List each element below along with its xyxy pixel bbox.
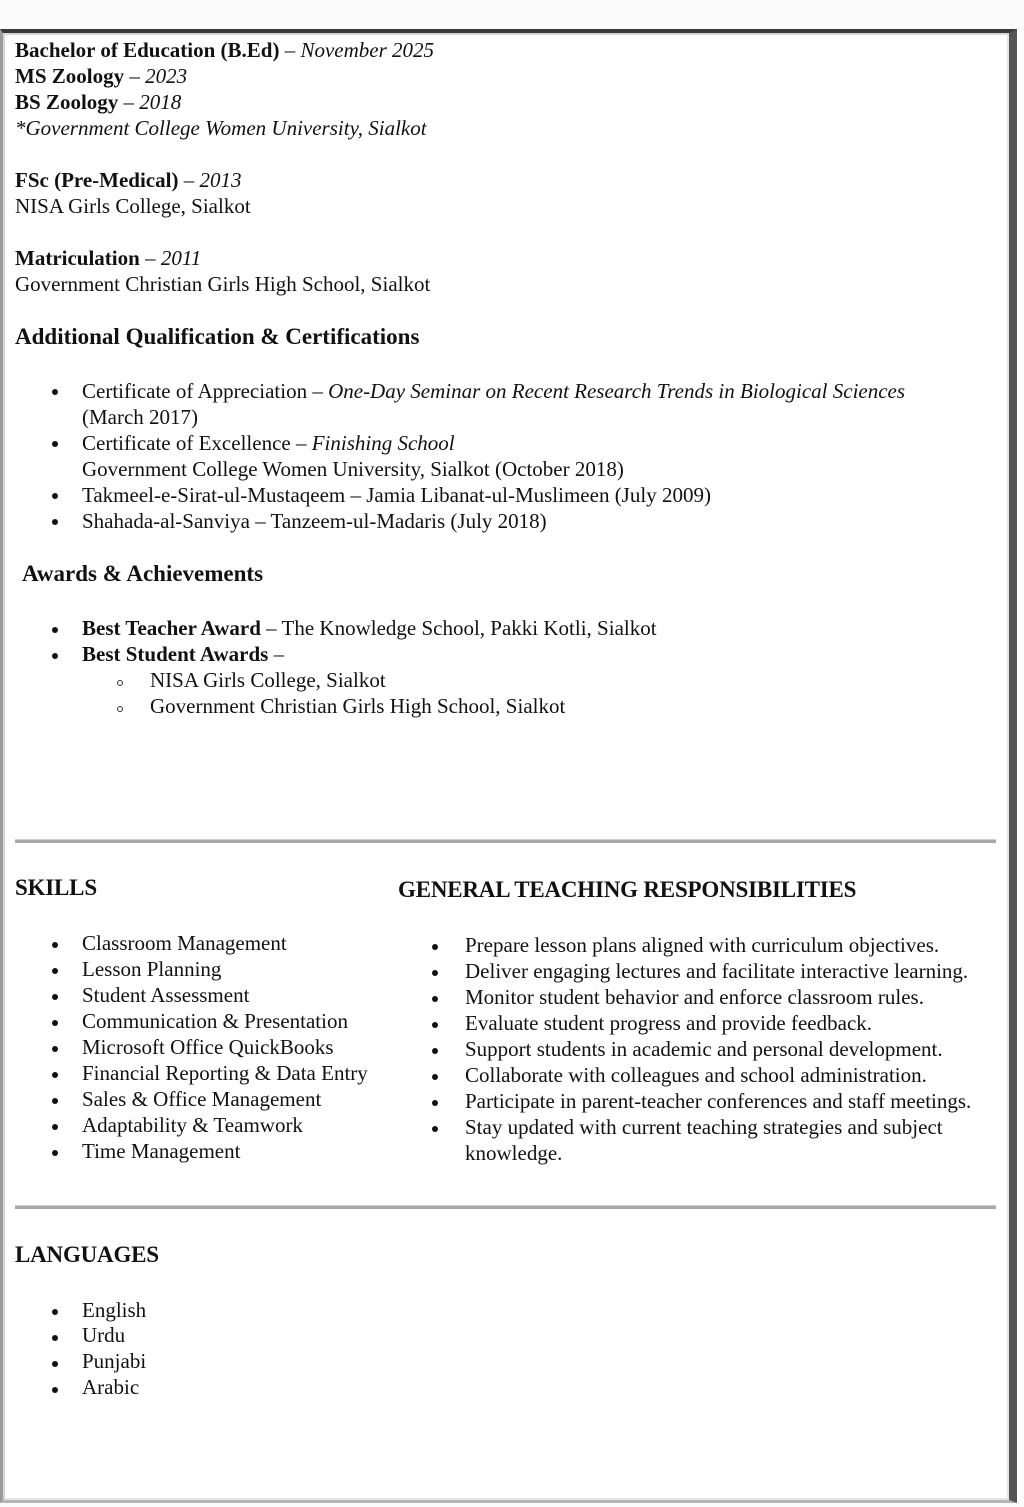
- degree-date: 2011: [160, 246, 202, 270]
- responsibility-item: Collaborate with colleagues and school administration.: [465, 1063, 927, 1087]
- bullet-icon: [52, 1046, 58, 1052]
- education-institution-gcwu: [15, 115, 427, 141]
- degree-name: Matriculation: [15, 246, 140, 270]
- certification-item-institution: Government College Women University, Sialkot (October 2018): [82, 457, 624, 481]
- certification-item: [82, 378, 905, 404]
- bullet-icon: [432, 944, 438, 950]
- bullet-icon: [52, 1309, 58, 1315]
- section-divider: [15, 839, 996, 843]
- bullet-icon: [52, 1020, 58, 1026]
- certification-item: Takmeel-e-Sirat-ul-Mustaqeem – Jamia Libanat-ul-Muslimeen (July 2009): [82, 483, 711, 507]
- bullet-icon: [52, 493, 58, 499]
- education-entry-matric: [15, 245, 201, 271]
- certification-name: Certificate of Appreciation: [82, 379, 308, 403]
- skill-item: Student Assessment: [82, 983, 250, 1007]
- bullet-icon: [432, 1100, 438, 1106]
- bullet-icon: [52, 1098, 58, 1104]
- degree-date: November 2025: [300, 38, 435, 62]
- language-item: Arabic: [82, 1375, 140, 1399]
- certification-item-date: (March 2017): [82, 405, 199, 429]
- separator: –: [279, 38, 301, 62]
- separator: –: [178, 168, 200, 192]
- responsibility-item: Participate in parent-teacher conferences and staff meetings.: [465, 1089, 972, 1113]
- responsibility-item: Support students in academic and personal development.: [465, 1037, 943, 1061]
- skill-item: Sales & Office Management: [82, 1087, 322, 1111]
- separator: –: [290, 431, 312, 455]
- bullet-icon: [432, 1126, 438, 1132]
- language-item: English: [82, 1298, 147, 1322]
- responsibility-item: Stay updated with current teaching strategies and subject: [465, 1115, 943, 1139]
- certification-detail: Finishing School: [311, 431, 455, 455]
- bullet-icon: [52, 627, 58, 633]
- bullet-icon: [432, 1048, 438, 1054]
- responsibilities-heading: GENERAL TEACHING RESPONSIBILITIES: [398, 877, 857, 902]
- education-institution-nisa: NISA Girls College, Sialkot: [15, 194, 251, 218]
- education-institution-gcghs: Government Christian Girls High School, Sialkot: [15, 272, 431, 296]
- education-entry-fsc: [15, 167, 241, 193]
- skill-item: Microsoft Office QuickBooks: [82, 1035, 334, 1059]
- responsibility-item: Evaluate student progress and provide feedback.: [465, 1011, 873, 1035]
- award-item: [82, 641, 284, 667]
- separator: –: [124, 64, 146, 88]
- bullet-icon: [52, 968, 58, 974]
- education-entry-ms: [15, 63, 187, 89]
- education-entry-bed: [15, 37, 434, 63]
- certifications-heading: Additional Qualification & Certifications: [15, 324, 420, 349]
- degree-name: BS Zoology: [15, 90, 119, 114]
- responsibility-item: Prepare lesson plans aligned with curriculum objectives.: [465, 933, 940, 957]
- bullet-icon: [52, 1072, 58, 1078]
- bullet-icon: [432, 1074, 438, 1080]
- bullet-icon: [52, 994, 58, 1000]
- certification-item: Shahada-al-Sanviya – Tanzeem-ul-Madaris (July 2018): [82, 509, 547, 533]
- degree-date: 2013: [199, 168, 242, 192]
- skill-item: Time Management: [82, 1139, 241, 1163]
- section-divider: [15, 1205, 996, 1209]
- degree-date: 2023: [145, 64, 188, 88]
- skills-heading: SKILLS: [15, 875, 97, 900]
- institution-name: *Government College Women University, Sialkot: [15, 116, 427, 140]
- skill-item: Classroom Management: [82, 931, 287, 955]
- bullet-icon: [52, 1335, 58, 1341]
- certification-name: Certificate of Excellence: [82, 431, 291, 455]
- bullet-icon: [432, 970, 438, 976]
- bullet-icon: [52, 1150, 58, 1156]
- responsibility-item: Deliver engaging lectures and facilitate interactive learning.: [465, 959, 969, 983]
- award-item: [82, 615, 657, 641]
- bullet-icon: [52, 519, 58, 525]
- skill-item: Adaptability & Teamwork: [82, 1113, 303, 1137]
- circle-bullet-icon: [117, 706, 123, 712]
- certification-detail: One-Day Seminar on Recent Research Trends in Biological Sciences: [328, 379, 906, 403]
- bullet-icon: [52, 389, 58, 395]
- bullet-icon: [52, 1124, 58, 1130]
- award-detail: –: [268, 642, 285, 666]
- separator: –: [139, 246, 161, 270]
- skill-item: Financial Reporting & Data Entry: [82, 1061, 368, 1085]
- degree-name: MS Zoology: [15, 64, 125, 88]
- certification-item: [82, 430, 455, 456]
- education-entry-bs: [15, 89, 181, 115]
- award-name: Best Student Awards: [82, 642, 269, 666]
- separator: –: [118, 90, 140, 114]
- skill-item: Communication & Presentation: [82, 1009, 348, 1033]
- bullet-icon: [52, 1361, 58, 1367]
- awards-heading: Awards & Achievements: [22, 561, 264, 586]
- award-detail: – The Knowledge School, Pakki Kotli, Sialkot: [260, 616, 657, 640]
- bullet-icon: [432, 1022, 438, 1028]
- bullet-icon: [432, 996, 438, 1002]
- degree-date: 2018: [139, 90, 182, 114]
- skill-item: Lesson Planning: [82, 957, 222, 981]
- degree-name: Bachelor of Education (B.Ed): [15, 38, 280, 62]
- bullet-icon: [52, 441, 58, 447]
- languages-heading: LANGUAGES: [15, 1242, 159, 1267]
- award-subitem: Government Christian Girls High School, Sialkot: [150, 694, 566, 718]
- circle-bullet-icon: [117, 680, 123, 686]
- degree-name: FSc (Pre-Medical): [15, 168, 179, 192]
- award-name: Best Teacher Award: [82, 616, 261, 640]
- award-subitem: NISA Girls College, Sialkot: [150, 668, 386, 692]
- bullet-icon: [52, 942, 58, 948]
- responsibility-item: Monitor student behavior and enforce classroom rules.: [465, 985, 924, 1009]
- language-item: Urdu: [82, 1323, 126, 1347]
- bullet-icon: [52, 653, 58, 659]
- language-item: Punjabi: [82, 1349, 147, 1373]
- separator: –: [307, 379, 329, 403]
- responsibility-item-continued: knowledge.: [465, 1141, 563, 1165]
- bullet-icon: [52, 1387, 58, 1393]
